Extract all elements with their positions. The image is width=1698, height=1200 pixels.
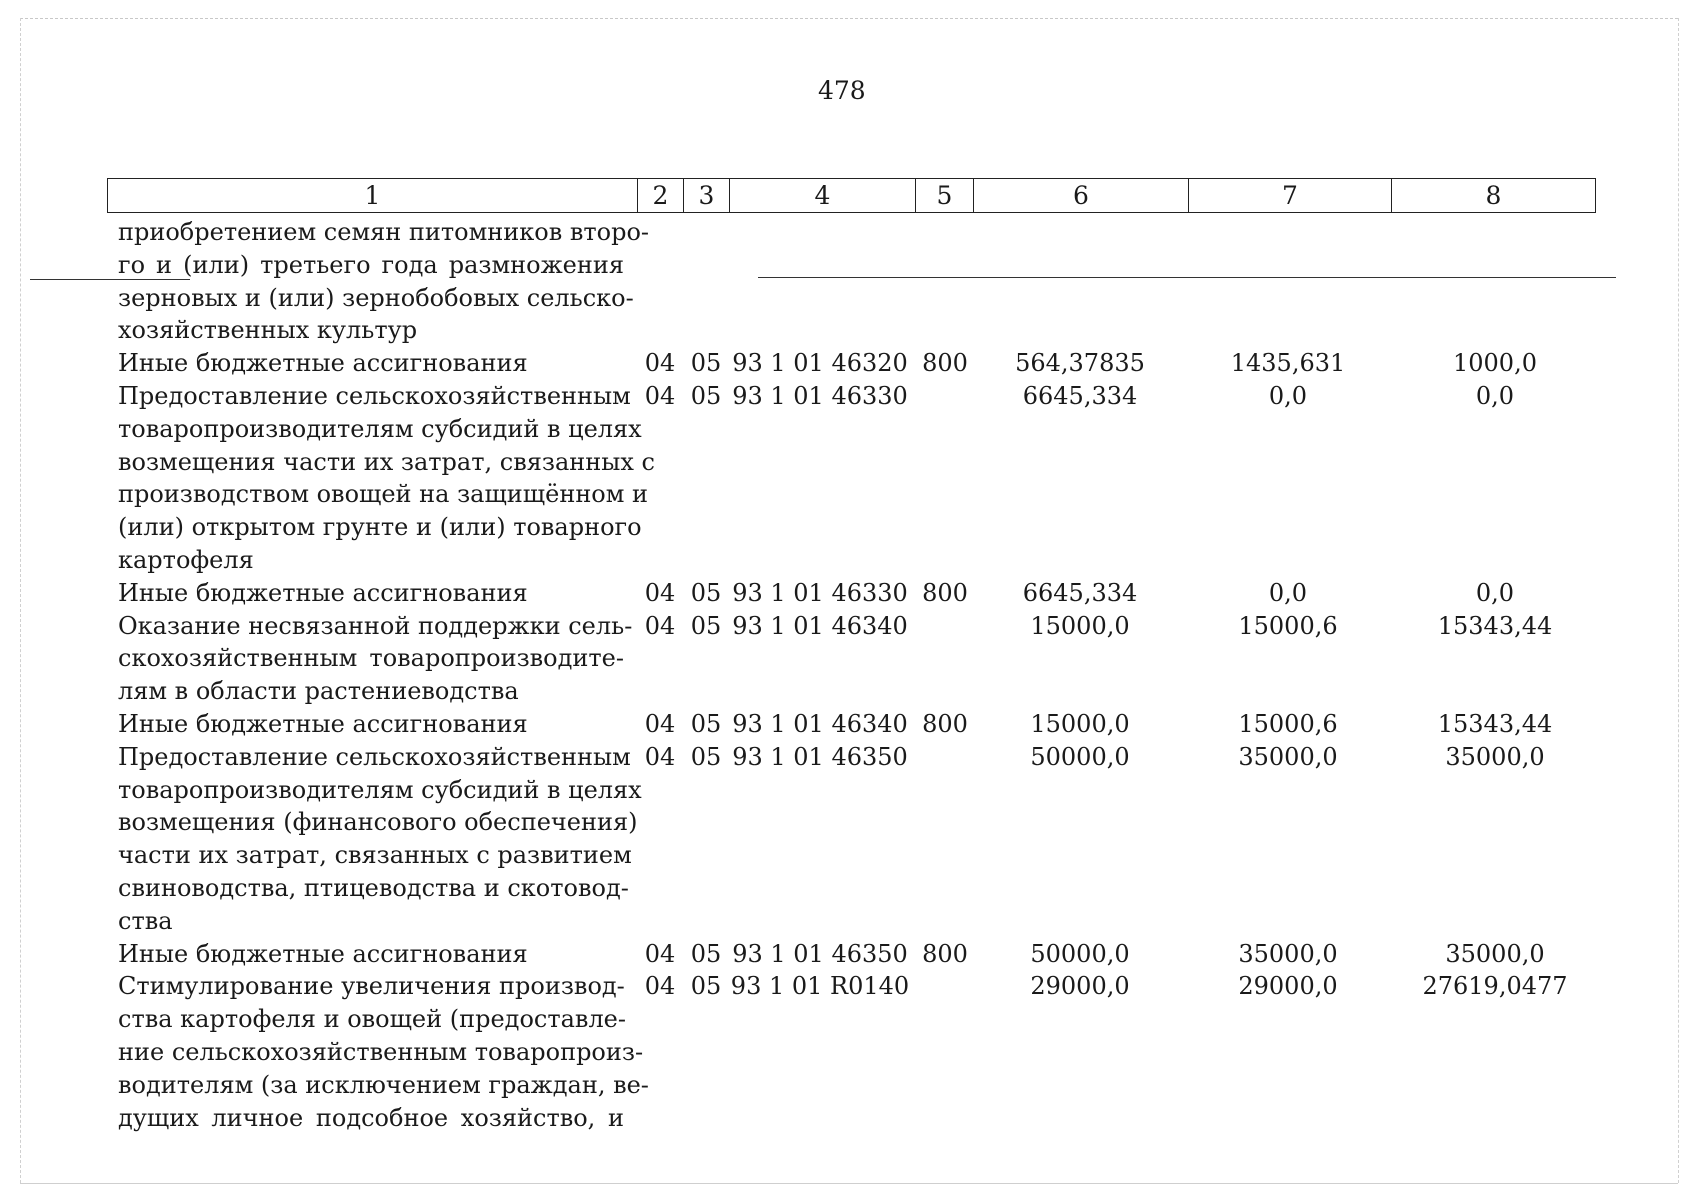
row-description: дущих личное подсобное хозяйство, и [118, 1103, 624, 1132]
table-row [0, 1003, 1698, 1036]
cell-c4: 93 1 01 R0140 [730, 972, 910, 1001]
cell-c8: 35000,0 [1445, 742, 1545, 771]
header-col-7: 7 [1189, 179, 1392, 213]
cell-c2: 04 [644, 578, 676, 607]
table-row [0, 216, 1698, 249]
row-description: возмещения части их затрат, связанных с [118, 447, 655, 476]
table-row [0, 675, 1698, 708]
row-description: Предоставление сельскохозяйственным [118, 382, 631, 410]
cell-c7: 0,0 [1268, 578, 1308, 607]
cell-c2: 04 [644, 742, 676, 771]
row-description: возмещения (финансового обеспечения) [118, 808, 638, 837]
table-row [0, 314, 1698, 347]
cell-c2: 04 [644, 972, 676, 1001]
cell-c8: 1000,0 [1453, 349, 1537, 378]
table-row [0, 872, 1698, 905]
cell-c4: 93 1 01 46330 [732, 382, 908, 410]
cell-c4: 93 1 01 46350 [732, 742, 908, 771]
cell-c4: 93 1 01 46320 [732, 349, 908, 378]
table-row [0, 1069, 1698, 1102]
cell-c6: 29000,0 [1030, 972, 1130, 1001]
cell-c8: 35000,0 [1445, 939, 1545, 968]
cell-c4: 93 1 01 46330 [732, 578, 908, 607]
row-description: Предоставление сельскохозяйственным [118, 742, 631, 771]
row-description: товаропроизводителям субсидий в целях [118, 414, 642, 443]
row-description: Иные бюджетные ассигнования [118, 349, 528, 378]
header-col-6: 6 [974, 179, 1189, 213]
cell-c3: 05 [690, 382, 722, 410]
row-description: ства [118, 906, 173, 935]
cell-c5: 800 [922, 349, 968, 378]
table-row [0, 577, 1698, 610]
cell-c3: 05 [690, 939, 722, 968]
cell-c2: 04 [644, 939, 676, 968]
header-col-4: 4 [730, 179, 916, 213]
cell-c8: 15343,44 [1437, 710, 1553, 738]
cell-c7: 0,0 [1268, 382, 1308, 410]
cell-c3: 05 [690, 742, 722, 771]
cell-c6: 6645,334 [1022, 382, 1138, 410]
cell-c8: 0,0 [1475, 578, 1515, 607]
table-row [0, 708, 1698, 741]
row-description: Иные бюджетные ассигнования [118, 578, 528, 607]
cell-c5: 800 [922, 710, 968, 738]
cell-c3: 05 [690, 972, 722, 1001]
row-description: свиноводства, птицеводства и скотовод- [118, 874, 629, 902]
table-row [0, 446, 1698, 479]
table-row [0, 610, 1698, 643]
cell-c2: 04 [644, 382, 676, 410]
table-row [0, 741, 1698, 774]
row-description: производством овощей на защищённом и [118, 480, 649, 509]
table-row [0, 642, 1698, 675]
cell-c8: 15343,44 [1437, 611, 1553, 640]
header-col-1: 1 [108, 179, 638, 213]
table-row [0, 413, 1698, 446]
header-col-5: 5 [916, 179, 974, 213]
cell-c6: 564,37835 [1015, 349, 1145, 378]
header-row [108, 179, 1596, 213]
cell-c4: 93 1 01 46340 [732, 710, 908, 738]
table-row [0, 249, 1698, 282]
table-row [0, 905, 1698, 938]
row-description: картофеля [118, 546, 254, 574]
cell-c4: 93 1 01 46340 [732, 611, 908, 640]
table-row [0, 938, 1698, 971]
header-col-8: 8 [1392, 179, 1596, 213]
row-description: Стимулирование увеличения производ- [118, 972, 625, 1001]
table-row [0, 806, 1698, 839]
row-description: ства картофеля и овощей (предоставле- [118, 1005, 626, 1034]
cell-c5: 800 [922, 578, 968, 607]
cell-c2: 04 [644, 710, 676, 738]
table-row [0, 839, 1698, 872]
row-description: хозяйственных культур [118, 316, 418, 345]
cell-c8: 27619,0477 [1422, 972, 1568, 1001]
row-description: части их затрат, связанных с развитием [118, 841, 632, 870]
cell-c2: 04 [644, 349, 676, 378]
row-description: приобретением семян питомников второ- [118, 218, 649, 246]
cell-c2: 04 [644, 611, 676, 640]
cell-c3: 05 [690, 349, 722, 378]
header-col-3: 3 [684, 179, 730, 213]
header-col-2: 2 [638, 179, 684, 213]
page-frame-top [20, 18, 1678, 19]
cell-c5: 800 [922, 939, 968, 968]
row-description: зерновых и (или) зернобобовых сельско- [118, 283, 634, 312]
row-description: (или) открытом грунте и (или) товарного [118, 513, 642, 542]
cell-c7: 35000,0 [1238, 742, 1338, 771]
cell-c3: 05 [690, 611, 722, 640]
page-frame-bottom [20, 1183, 1678, 1184]
cell-c3: 05 [690, 578, 722, 607]
column-header-table [107, 178, 1596, 213]
cell-c7: 15000,6 [1238, 611, 1338, 640]
cell-c7: 15000,6 [1238, 710, 1338, 738]
row-description: товаропроизводителям субсидий в целях [118, 775, 642, 804]
table-row [0, 1036, 1698, 1069]
cell-c7: 29000,0 [1238, 972, 1338, 1001]
table-row [0, 478, 1698, 511]
table-row [0, 347, 1698, 380]
cell-c7: 35000,0 [1238, 939, 1338, 968]
row-description: лям в области растениеводства [118, 677, 519, 706]
cell-c6: 6645,334 [1022, 578, 1138, 607]
table-row [0, 511, 1698, 544]
row-description: го и (или) третьего года размножения [118, 250, 624, 279]
table-row [0, 774, 1698, 807]
cell-c6: 50000,0 [1030, 939, 1130, 968]
row-description: Иные бюджетные ассигнования [118, 939, 528, 968]
row-description: ние сельскохозяйственным товаропроиз- [118, 1038, 644, 1066]
table-row [0, 1102, 1698, 1135]
table-row [0, 380, 1698, 413]
row-description: Оказание несвязанной поддержки сель- [118, 611, 633, 640]
cell-c8: 0,0 [1475, 382, 1515, 410]
cell-c7: 1435,631 [1230, 349, 1346, 378]
cell-c6: 50000,0 [1030, 742, 1130, 771]
row-description: Иные бюджетные ассигнования [118, 710, 528, 738]
row-description: водителям (за исключением граждан, ве- [118, 1070, 649, 1099]
table-row [0, 282, 1698, 315]
cell-c6: 15000,0 [1030, 611, 1130, 640]
page-number: 478 [818, 76, 866, 105]
table-row [0, 970, 1698, 1003]
cell-c4: 93 1 01 46350 [732, 939, 908, 968]
cell-c6: 15000,0 [1030, 710, 1130, 738]
row-description: скохозяйственным товаропроизводите- [118, 644, 624, 673]
table-row [0, 544, 1698, 577]
cell-c3: 05 [690, 710, 722, 738]
